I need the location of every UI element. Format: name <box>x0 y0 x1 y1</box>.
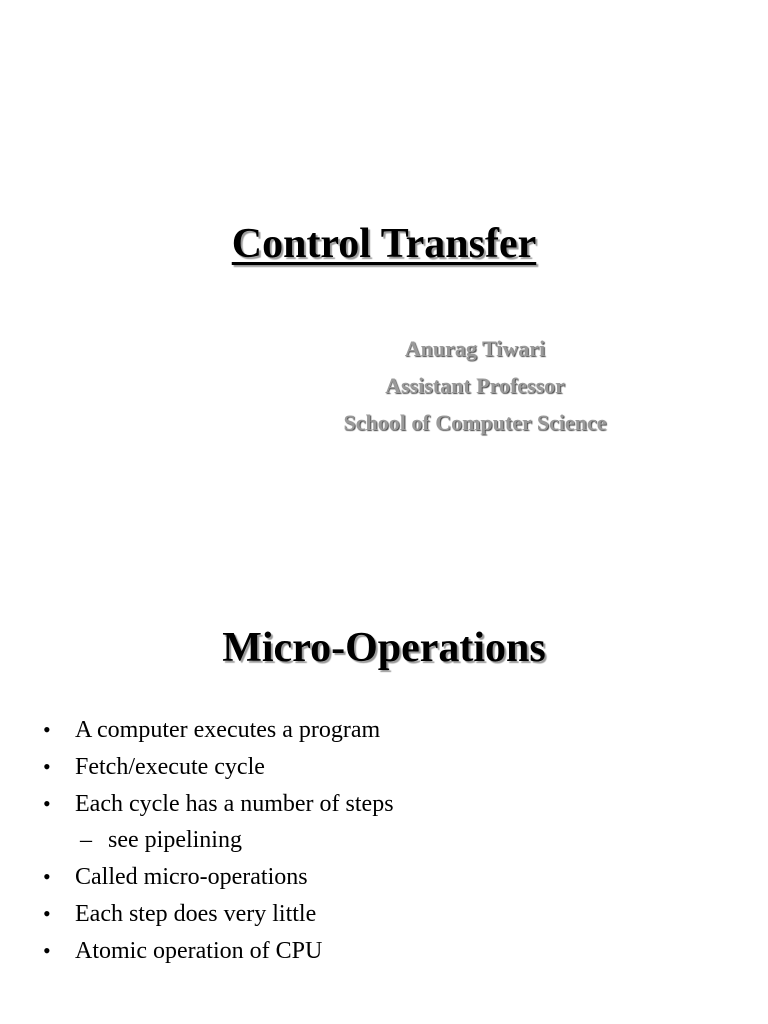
list-item-text: Each cycle has a number of steps <box>75 790 394 817</box>
list-item-text: Fetch/execute cycle <box>75 753 265 780</box>
sub-list-item <box>40 822 740 859</box>
bullet-list <box>40 712 740 970</box>
list-item <box>40 896 740 933</box>
slide-title: Control Transfer <box>231 221 537 267</box>
list-item <box>40 712 740 749</box>
list-item <box>40 933 740 970</box>
slide-title: Micro-Operations <box>222 625 546 671</box>
bullet-icon: • <box>43 937 51 963</box>
bullet-icon: • <box>43 790 51 816</box>
list-item-text: A computer executes a program <box>75 717 381 743</box>
list-item-text: Each step does very little <box>75 900 317 927</box>
bullet-icon: • <box>43 900 51 926</box>
list-item <box>40 859 740 896</box>
dash-icon: – <box>80 827 92 854</box>
author-name: Anurag Tiwari <box>404 336 546 361</box>
list-item-text: Atomic operation of CPU <box>75 937 323 964</box>
list-item-text: Called micro-operations <box>75 864 308 891</box>
author-role: Assistant Professor <box>385 373 565 398</box>
list-item <box>40 749 740 786</box>
author-block <box>310 330 640 441</box>
bullet-icon: • <box>43 864 51 890</box>
bullet-icon: • <box>43 753 51 779</box>
slide-micro-operations <box>0 512 768 1024</box>
author-school: School of Computer Science <box>343 410 607 435</box>
list-item <box>40 786 740 823</box>
list-item-text: see pipelining <box>108 827 242 854</box>
bullet-icon: • <box>43 717 51 742</box>
